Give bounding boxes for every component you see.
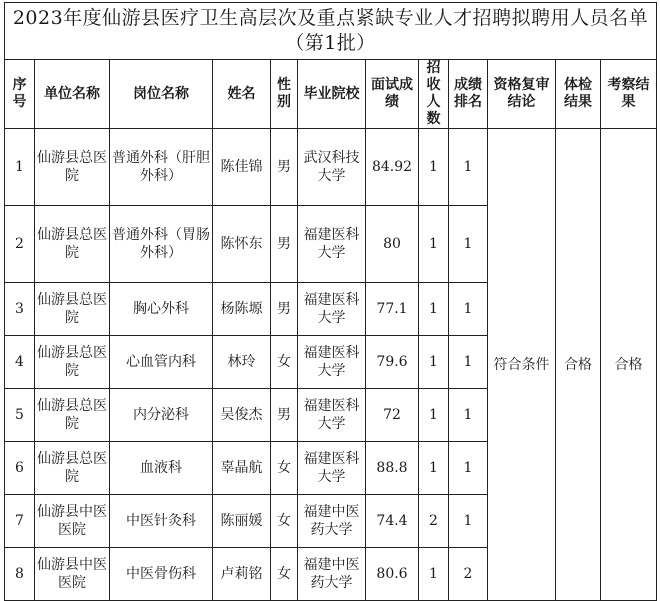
cell-school: 福建医科大学 — [298, 336, 366, 389]
cell-score: 79.6 — [366, 336, 419, 389]
header-physical: 体检结果 — [556, 60, 601, 129]
cell-name: 陈丽媛 — [213, 495, 271, 548]
cell-rank: 1 — [449, 336, 488, 389]
header-unit: 单位名称 — [35, 60, 110, 129]
cell-quota: 2 — [419, 495, 449, 548]
cell-rank: 1 — [449, 495, 488, 548]
cell-quota: 1 — [419, 548, 449, 601]
cell-school: 武汉科技大学 — [298, 129, 366, 206]
cell-post: 血液科 — [110, 442, 213, 495]
title-row — [5, 3, 657, 60]
cell-seq: 1 — [5, 129, 35, 206]
header-school: 毕业院校 — [298, 60, 366, 129]
hiring-table — [4, 2, 657, 601]
cell-score: 80 — [366, 206, 419, 283]
merged-review: 符合条件 — [488, 129, 556, 601]
cell-seq: 6 — [5, 442, 35, 495]
cell-school: 福建医科大学 — [298, 206, 366, 283]
header-rank: 成绩排名 — [449, 60, 488, 129]
header-name: 姓名 — [213, 60, 271, 129]
cell-seq: 3 — [5, 283, 35, 336]
cell-gender: 男 — [271, 129, 298, 206]
header-gender: 性别 — [271, 60, 298, 129]
cell-score: 84.92 — [366, 129, 419, 206]
cell-school: 福建中医药大学 — [298, 495, 366, 548]
cell-school: 福建中医药大学 — [298, 548, 366, 601]
cell-name: 辜晶航 — [213, 442, 271, 495]
cell-name: 陈怀东 — [213, 206, 271, 283]
cell-unit: 仙游县总医院 — [35, 283, 110, 336]
table-title: 2023年度仙游县医疗卫生高层次及重点紧缺专业人才招聘拟聘用人员名单（第1批） — [5, 3, 657, 60]
cell-quota: 1 — [419, 389, 449, 442]
cell-unit: 仙游县总医院 — [35, 129, 110, 206]
cell-seq: 2 — [5, 206, 35, 283]
cell-school: 福建医科大学 — [298, 442, 366, 495]
cell-score: 77.1 — [366, 283, 419, 336]
cell-school: 福建医科大学 — [298, 283, 366, 336]
cell-name: 吴俊杰 — [213, 389, 271, 442]
header-score: 面试成绩 — [366, 60, 419, 129]
cell-gender: 男 — [271, 389, 298, 442]
cell-seq: 7 — [5, 495, 35, 548]
cell-rank: 1 — [449, 283, 488, 336]
cell-school: 福建医科大学 — [298, 389, 366, 442]
cell-name: 林玲 — [213, 336, 271, 389]
cell-unit: 仙游县总医院 — [35, 389, 110, 442]
cell-gender: 女 — [271, 548, 298, 601]
cell-seq: 4 — [5, 336, 35, 389]
header-inspection: 考察结果 — [601, 60, 657, 129]
merged-physical: 合格 — [556, 129, 601, 601]
cell-gender: 女 — [271, 495, 298, 548]
cell-gender: 女 — [271, 442, 298, 495]
cell-post: 中医骨伤科 — [110, 548, 213, 601]
cell-unit: 仙游县总医院 — [35, 442, 110, 495]
cell-gender: 女 — [271, 336, 298, 389]
cell-seq: 8 — [5, 548, 35, 601]
cell-name: 杨陈塬 — [213, 283, 271, 336]
header-post: 岗位名称 — [110, 60, 213, 129]
cell-rank: 1 — [449, 206, 488, 283]
cell-post: 普通外科（胃肠外科） — [110, 206, 213, 283]
cell-gender: 男 — [271, 206, 298, 283]
cell-post: 内分泌科 — [110, 389, 213, 442]
cell-quota: 1 — [419, 442, 449, 495]
cell-name: 卢莉铭 — [213, 548, 271, 601]
cell-name: 陈佳锦 — [213, 129, 271, 206]
cell-rank: 1 — [449, 442, 488, 495]
cell-score: 74.4 — [366, 495, 419, 548]
cell-unit: 仙游县总医院 — [35, 206, 110, 283]
header-seq: 序号 — [5, 60, 35, 129]
cell-post: 中医针灸科 — [110, 495, 213, 548]
cell-quota: 1 — [419, 129, 449, 206]
cell-rank: 1 — [449, 129, 488, 206]
cell-unit: 仙游县中医医院 — [35, 548, 110, 601]
merged-inspection: 合格 — [601, 129, 657, 601]
cell-score: 72 — [366, 389, 419, 442]
table-row — [5, 129, 657, 206]
cell-quota: 1 — [419, 336, 449, 389]
cell-quota: 1 — [419, 206, 449, 283]
cell-rank: 1 — [449, 389, 488, 442]
header-review: 资格复审结论 — [488, 60, 556, 129]
cell-post: 普通外科（肝胆外科） — [110, 129, 213, 206]
cell-unit: 仙游县中医医院 — [35, 495, 110, 548]
cell-post: 心血管内科 — [110, 336, 213, 389]
header-quota: 招收人数 — [419, 60, 449, 129]
cell-quota: 1 — [419, 283, 449, 336]
cell-unit: 仙游县总医院 — [35, 336, 110, 389]
cell-seq: 5 — [5, 389, 35, 442]
cell-gender: 男 — [271, 283, 298, 336]
cell-score: 88.8 — [366, 442, 419, 495]
cell-post: 胸心外科 — [110, 283, 213, 336]
cell-rank: 2 — [449, 548, 488, 601]
header-row — [5, 60, 657, 129]
cell-score: 80.6 — [366, 548, 419, 601]
